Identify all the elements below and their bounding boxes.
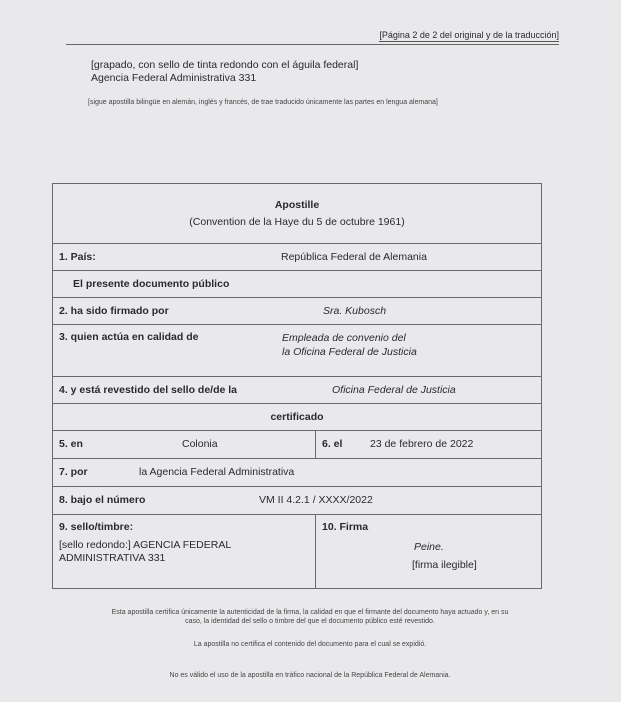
seal-of-value: Oficina Federal de Justicia [332,384,456,396]
footer-line-2: caso, la identidad del sello o timbre del que el documento público esté revestido. [185,618,435,625]
signed-by-value: Sra. Kubosch [323,305,387,317]
row-by-authority [53,459,542,487]
translator-note: [sigue apostilla bilingüe en alemán, inglés y francés, de trae traducido únicamente las partes en lengua alemana] [88,99,438,106]
seal-stamp-line-1: [sello redondo:] AGENCIA FEDERAL [59,539,232,551]
row-place [53,431,316,459]
capacity-label: 3. quien actúa en calidad de [59,331,199,343]
place-label: 5. en [59,438,83,450]
seal-stamp-line-2: ADMINISTRATIVA 331 [59,552,166,564]
header-rule [66,44,559,45]
row-seal-stamp [53,515,316,589]
signature-illegible-note: [firma ilegible] [412,559,477,571]
row-signed-by [53,298,542,325]
number-value: VM II 4.2.1 / XXXX/2022 [259,494,373,506]
apostille-title-cell [53,184,542,244]
row-public-document [53,271,542,298]
country-label: 1. País: [59,251,96,263]
row-signature [316,515,542,589]
staple-note [91,59,358,85]
footer-disclaimer [52,608,568,626]
seal-of-label: 4. y está revestido del sello de/de la [59,384,237,396]
number-label: 8. bajo el número [59,494,146,506]
signature-label: 10. Firma [322,521,369,533]
place-value: Colonia [182,438,218,450]
seal-stamp-value [59,539,309,565]
public-document-label: El presente documento público [73,278,230,290]
signed-by-label: 2. ha sido firmado por [59,305,169,317]
footer-national-use-note: No es válido el uso de la apostilla en tráfico nacional de la República Federal de Alemania. [169,672,451,679]
signature-scribble: Peine. [414,541,444,553]
page-number-note: [Página 2 de 2 del original y de la traducción] [379,30,559,40]
staple-line-1: [grapado, con sello de tinta redondo con el águila federal] [91,59,359,71]
capacity-value-line-2: la Oficina Federal de Justicia [282,346,417,358]
capacity-value [282,331,417,359]
capacity-value-line-1: Empleada de convenio del [282,332,406,344]
row-seal-of [53,377,542,404]
footer-content-note: La apostilla no certifica el contenido del documento para el cual se expidió. [193,641,427,648]
date-value: 23 de febrero de 2022 [370,438,474,450]
certified-heading: certificado [53,404,542,431]
row-number [53,487,542,515]
staple-line-2: Agencia Federal Administrativa 331 [91,72,257,84]
row-capacity [53,325,542,377]
seal-stamp-label: 9. sello/timbre: [59,521,134,533]
country-value: República Federal de Alemania [281,251,427,263]
footer-line-1: Esta apostilla certifica únicamente la autenticidad de la firma, la calidad en que el firmante del documento haya actuado y, en su [111,609,509,616]
date-label: 6. el [322,438,343,450]
convention-text: (Convention de la Haye du 5 de octubre 1961) [189,216,405,228]
apostille-table [52,183,542,589]
apostille-title: Apostille [274,199,320,211]
row-country [53,244,542,271]
row-date [316,431,542,459]
by-authority-value: la Agencia Federal Administrativa [139,466,295,478]
by-authority-label: 7. por [59,466,88,478]
